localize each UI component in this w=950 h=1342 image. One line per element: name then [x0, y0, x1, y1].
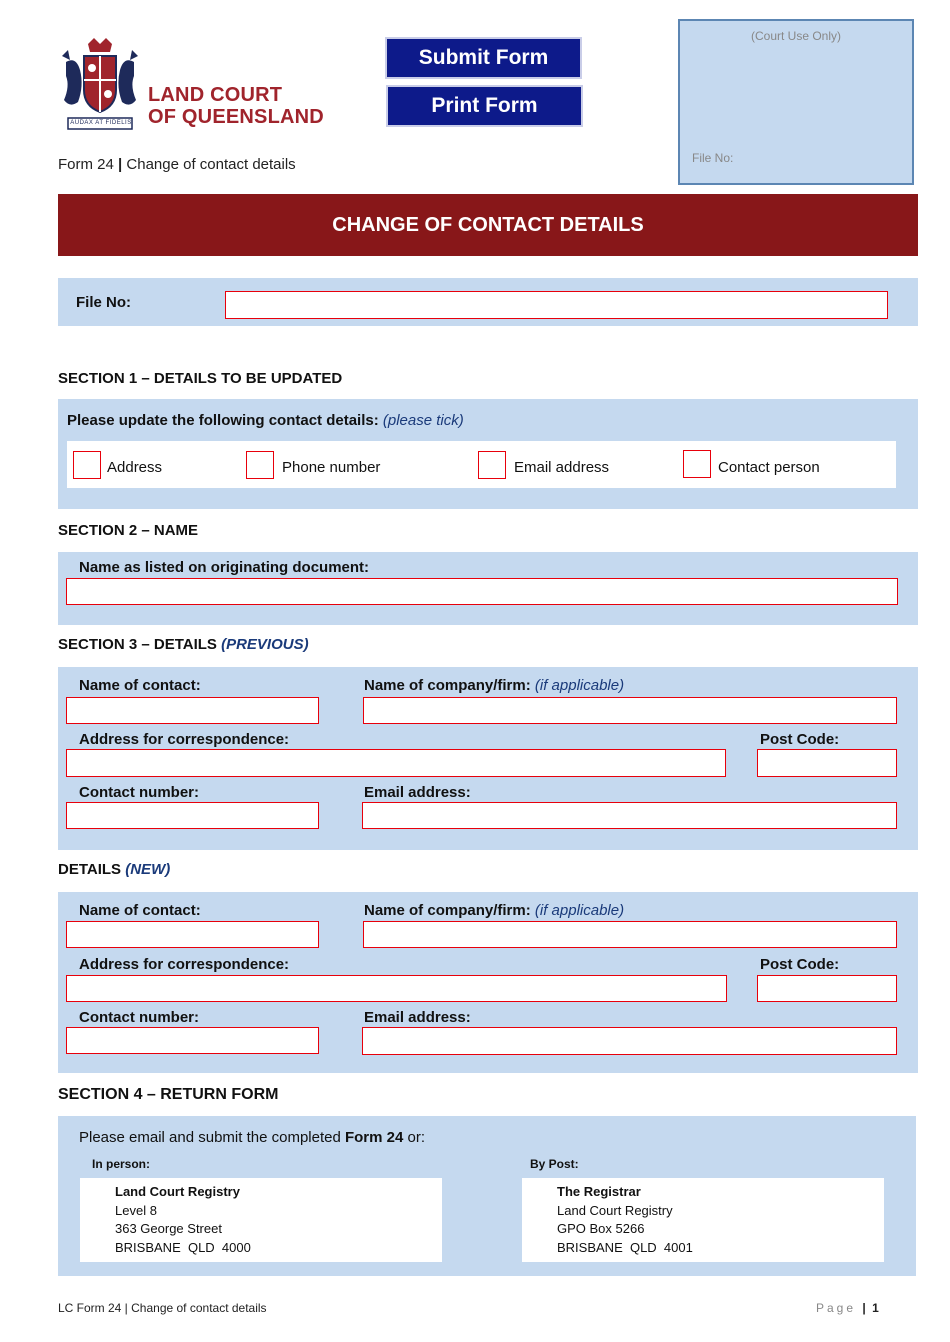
prev-phone-input[interactable] [66, 802, 319, 829]
page-title-banner [58, 194, 918, 256]
new-postcode-label: Post Code: [760, 956, 840, 973]
file-no-label: File No: [76, 294, 131, 311]
logo-text-line2: OF QUEENSLAND [148, 106, 324, 128]
by-post-line-4: BRISBANE QLD 4001 [557, 1239, 693, 1255]
section2-heading: SECTION 2 – NAME [58, 522, 199, 539]
prev-company-label-text: Name of company/firm: [364, 677, 531, 694]
in-person-label: In person: [92, 1157, 151, 1171]
originating-name-label: Name as listed on originating document: [79, 559, 370, 576]
new-details-heading [58, 861, 170, 878]
section1-prompt-text: Please update the following contact details: [67, 412, 379, 429]
form-title: Change of contact details [126, 156, 296, 173]
new-company-input[interactable] [363, 921, 897, 948]
phone-number-checkbox-label: Phone number [282, 459, 381, 476]
logo-text-line1: LAND COURT [148, 84, 283, 106]
new-company-label-text: Name of company/firm: [364, 902, 531, 919]
return-instructions [79, 1129, 425, 1146]
prev-email-input[interactable] [362, 802, 897, 829]
section3-heading-text: SECTION 3 – DETAILS [58, 636, 217, 653]
print-form-button[interactable]: Print Form [386, 85, 583, 127]
address-checkbox[interactable] [73, 451, 101, 479]
section1-prompt-note: (please tick) [382, 412, 464, 429]
court-crest-logo [58, 36, 142, 132]
in-person-line-3: 363 George Street [115, 1221, 222, 1236]
section3-heading-note: (PREVIOUS) [221, 636, 309, 653]
prev-postcode-label: Post Code: [760, 731, 840, 748]
new-address-label: Address for correspondence: [79, 956, 290, 973]
new-postcode-input[interactable] [757, 975, 897, 1002]
in-person-line-4: BRISBANE QLD 4000 [115, 1239, 251, 1255]
form-separator: | [118, 156, 123, 173]
prev-address-label: Address for correspondence: [79, 731, 290, 748]
section4-heading: SECTION 4 – RETURN FORM [58, 1086, 279, 1103]
email-address-checkbox[interactable] [478, 451, 506, 479]
prev-postcode-input[interactable] [757, 749, 897, 777]
file-no-input[interactable] [225, 291, 888, 319]
page-indicator [816, 1301, 879, 1315]
section1-heading: SECTION 1 – DETAILS TO BE UPDATED [58, 370, 343, 387]
prev-contact-name-label: Name of contact: [79, 677, 201, 694]
form-identifier [58, 156, 296, 173]
page-separator: | [862, 1301, 866, 1315]
page-number: 1 [872, 1301, 879, 1315]
footer-form-title: LC Form 24 | Change of contact details [58, 1301, 267, 1315]
by-post-label: By Post: [530, 1157, 579, 1171]
originating-name-input[interactable] [66, 578, 898, 605]
prev-address-input[interactable] [66, 749, 726, 777]
new-email-label: Email address: [364, 1009, 471, 1026]
by-post-address [557, 1183, 693, 1257]
return-intro-suffix: or: [403, 1129, 426, 1146]
new-contact-name-input[interactable] [66, 921, 319, 948]
in-person-line-2: Level 8 [115, 1202, 157, 1218]
address-checkbox-label: Address [107, 459, 163, 476]
by-post-line-1: The Registrar [557, 1184, 641, 1199]
new-details-heading-note: (NEW) [125, 861, 171, 878]
in-person-address [115, 1183, 251, 1257]
new-phone-input[interactable] [66, 1027, 319, 1054]
submit-form-button[interactable]: Submit Form [385, 37, 582, 79]
return-intro-form: Form 24 [344, 1129, 404, 1146]
prev-phone-label: Contact number: [79, 784, 199, 801]
page-word: Page [816, 1301, 857, 1315]
prev-company-label [364, 677, 624, 694]
contact-person-checkbox[interactable] [683, 450, 711, 478]
section1-prompt [67, 412, 464, 429]
form-number: Form 24 [58, 156, 114, 173]
new-phone-label: Contact number: [79, 1009, 199, 1026]
new-company-label-note: (if applicable) [534, 902, 625, 919]
new-contact-name-label: Name of contact: [79, 902, 201, 919]
logo-motto: AUDAX AT FIDELIS [70, 120, 132, 126]
new-address-input[interactable] [66, 975, 727, 1002]
court-use-label: (Court Use Only) [750, 29, 842, 43]
email-address-checkbox-label: Email address [514, 459, 610, 476]
court-use-box [678, 19, 914, 185]
prev-contact-name-input[interactable] [66, 697, 319, 724]
new-company-label [364, 902, 624, 919]
court-file-no-label: File No: [692, 151, 734, 165]
return-intro-prefix: Please email and submit the completed [79, 1129, 345, 1146]
contact-person-checkbox-label: Contact person [718, 459, 820, 476]
phone-number-checkbox[interactable] [246, 451, 274, 479]
by-post-line-3: GPO Box 5266 [557, 1221, 645, 1236]
section3-heading [58, 636, 309, 653]
page-title: CHANGE OF CONTACT DETAILS [332, 213, 644, 236]
by-post-line-2: Land Court Registry [557, 1202, 673, 1218]
new-details-heading-text: DETAILS [58, 861, 122, 878]
in-person-line-1: Land Court Registry [115, 1184, 240, 1199]
prev-email-label: Email address: [364, 784, 471, 801]
prev-company-input[interactable] [363, 697, 897, 724]
prev-company-label-note: (if applicable) [534, 677, 625, 694]
new-email-input[interactable] [362, 1027, 897, 1055]
